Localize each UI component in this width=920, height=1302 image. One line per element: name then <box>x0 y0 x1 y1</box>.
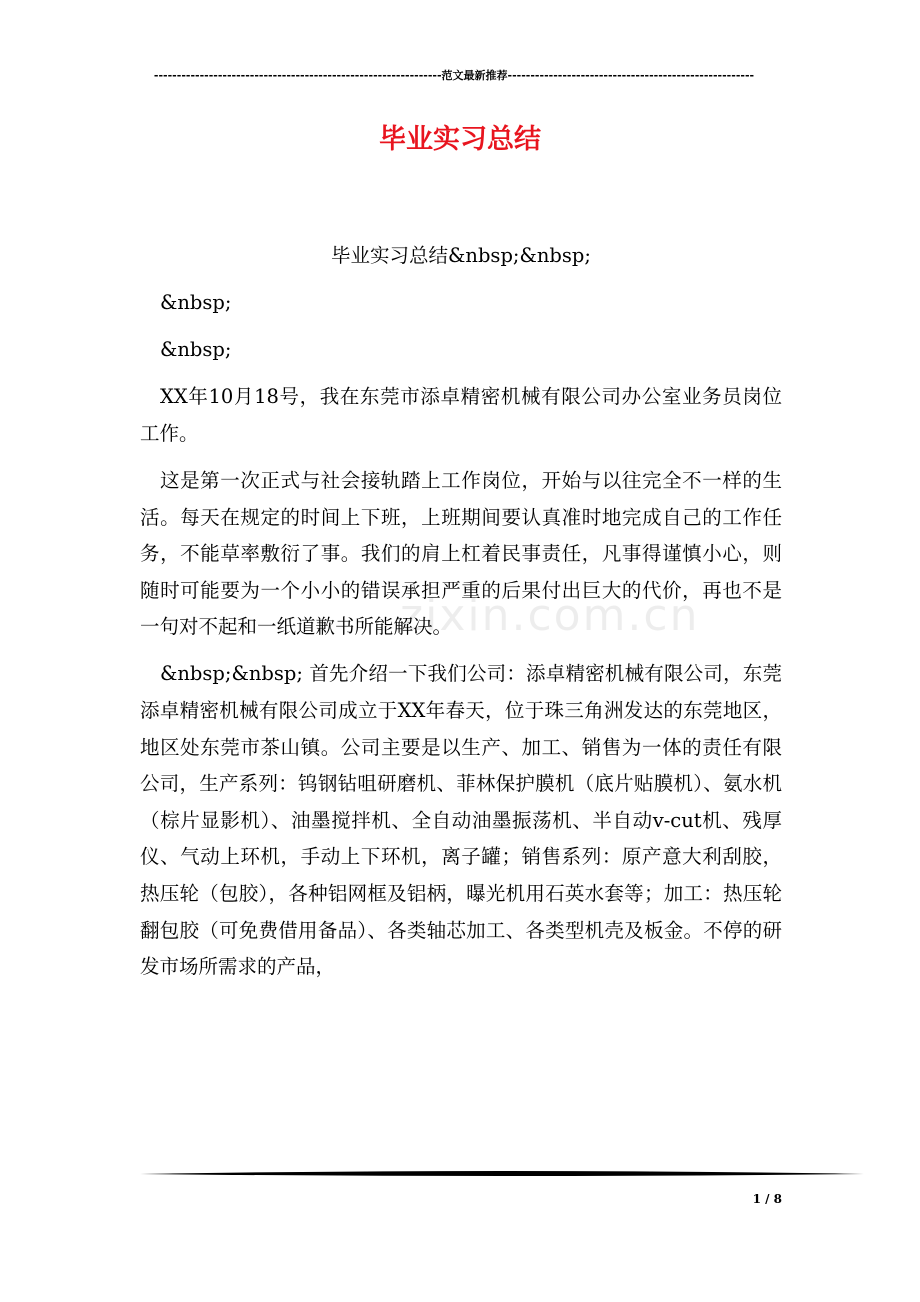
paragraph-company-intro: &nbsp;&nbsp; 首先介绍一下我们公司：添卓精密机械有限公司，东莞添卓精密机械有限公司成立于XX年春天，位于珠三角洲发达的东莞地区，地区处东莞市茶山镇。公司主要是以生产、加工、销售为一体的责任有限公司，生产系列：钨钢钻咀研磨机、菲林保护膜机（底片贴膜机）、氨水机（棕片显影机）、油墨搅拌机、全自动油墨振荡机、半自动v-cut机、残厚仪、气动上环机，手动上下环机，离子罐；销售系列：原产意大利刮胶，热压轮（包胶），各种铝网框及铝柄，曝光机用石英水套等；加工：热压轮翻包胶（可免费借用备品）、各类轴芯加工、各类型机壳及板金。不停的研发市场所需求的产品， <box>140 662 782 979</box>
paragraph-intro-date: XX年10月18号，我在东莞市添卓精密机械有限公司办公室业务员岗位工作。 <box>140 385 782 445</box>
header-banner: ---------------------------------------------------------------范文最新推荐------------------------------------------------------ <box>153 69 755 82</box>
document-title: 毕业实习总结 <box>379 124 541 155</box>
paragraph-blank-2: &nbsp; <box>160 338 232 362</box>
watermark: zixin.com.cn <box>400 590 700 641</box>
page-number: 1 / 8 <box>752 1192 782 1206</box>
footer-rule <box>140 1170 864 1178</box>
paragraph-blank-1: &nbsp; <box>160 291 232 315</box>
document-body <box>140 238 782 996</box>
paragraph-first-job: 这是第一次正式与社会接轨踏上工作岗位，开始与以往完全不一样的生活。每天在规定的时间上下班，上班期间要认真准时地完成自己的工作任务，不能草率敷衍了事。我们的肩上杠着民事责任，凡事得谨慎小心，则随时可能要为一个小小的错误承担严重的后果付出巨大的代价，再也不是一句对不起和一纸道歉书所能解决。 <box>140 468 782 639</box>
paragraph-subtitle: 毕业实习总结&nbsp;&nbsp; <box>331 244 591 267</box>
